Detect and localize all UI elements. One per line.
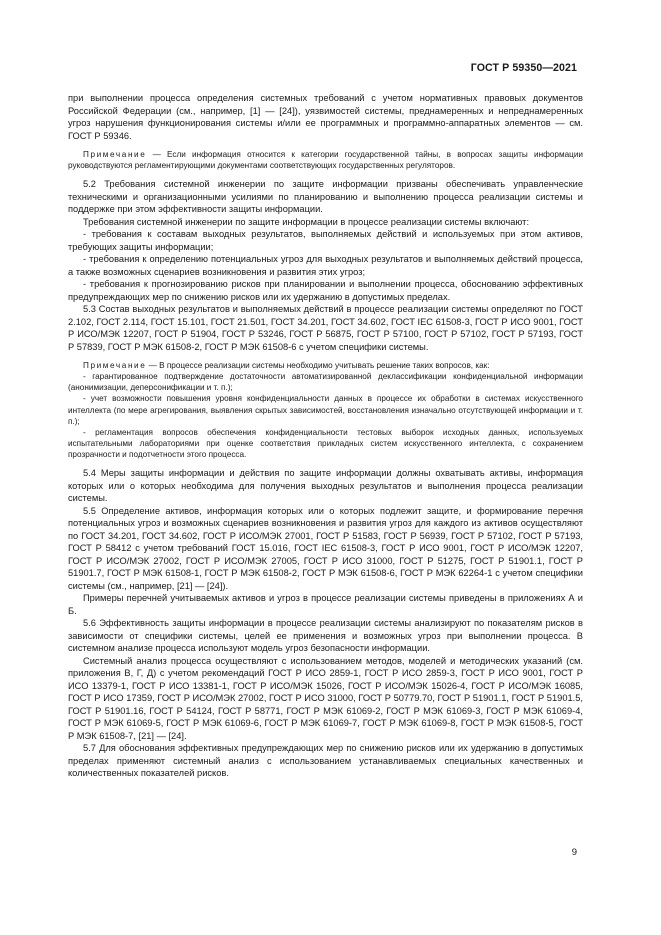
note-2-text: — В процессе реализации системы необходимо учитывать решение таких вопросов, как: [146,361,490,371]
paragraph-5-2-intro: Требования системной инженерии по защите информации в процессе реализации системы включают: [83,216,530,227]
paragraph-5-2-item-3: - требования к прогнозированию рисков при планировании и выполнении процесса, обоснованию эффективных предупреждающих мер по снижению рисков или их удержанию в допустимых пределах. [68,279,583,302]
note-1 [68,149,583,171]
note-2-label: Примечание [83,361,147,371]
paragraph-5-2-item-2: - требования к определению потенциальных угроз для выходных результатов и выполняемых действий процесса, а также возможных сценариев возникновения и развития этих угроз; [68,254,583,277]
paragraph-5-5-examples: Примеры перечней учитываемых активов и угроз в процессе реализации системы приведены в приложениях А и Б. [68,593,583,616]
paragraph-5-5: 5.5 Определение активов, информация которых или о которых подлежит защите, и формирование перечня потенциальных угроз и возможных сценариев возникновения и развития угроз для каждого из активов осуществляют по ГОСТ 34.201, ГОСТ 34.602, ГОСТ Р ИСО/МЭК 27001, ГОСТ Р 51583, ГОСТ Р 56939, ГОСТ Р 57102, ГОСТ Р 57193, ГОСТ Р 58412 с учетом требований ГОСТ 15.016, ГОСТ IEC 61508-3, ГОСТ Р ИСО 9001, ГОСТ Р ИСО/МЭК 12207, ГОСТ Р ИСО/МЭК 27002, ГОСТ Р ИСО/МЭК 27005, ГОСТ Р ИСО 31000, ГОСТ Р 51275, ГОСТ Р 51901.1, ГОСТ Р 51901.7, ГОСТ Р МЭК 61508-1, ГОСТ Р МЭК 61508-2, ГОСТ Р МЭК 61508-6, ГОСТ Р МЭК 62264-1 с учетом специфики системы (см., например, [21] — [24]). [68,505,583,591]
document-body [68,92,583,780]
paragraph-5-6: 5.6 Эффективность защиты информации в процессе реализации системы анализируют по показателям рисков в зависимости от специфики системы, целей ее применения и возможных угроз при выполнении процесса. В системном анализе процесса используют модель угроз безопасности информации. [68,618,583,654]
note-2-item-1: - гарантированное подтверждение достаточности автоматизированной деклассификации конфиденциальной информации (анонимизации, деперсонификации и т. п.); [68,372,583,393]
paragraph-5-6-analysis: Системный анализ процесса осуществляют с использованием методов, моделей и методических указаний (см. приложения В, Г, Д) с учетом рекомендаций ГОСТ Р ИСО 2859-1, ГОСТ Р ИСО 2859-3, ГОСТ Р ИСО 9001, ГОСТ Р ИСО 13379-1, ГОСТ Р ИСО 13381-1, ГОСТ Р ИСО/МЭК 15026, ГОСТ Р ИСО/МЭК 15026-4, ГОСТ Р ИСО/МЭК 16085, ГОСТ Р ИСО 17359, ГОСТ Р ИСО/МЭК 27002, ГОСТ Р ИСО 31000, ГОСТ Р 50779.70, ГОСТ Р 51901.1, ГОСТ Р 51901.5, ГОСТ Р 51901.16, ГОСТ Р 54124, ГОСТ Р 58771, ГОСТ Р МЭК 61069-2, ГОСТ Р МЭК 61069-3, ГОСТ Р МЭК 61069-4, ГОСТ Р МЭК 61069-5, ГОСТ Р МЭК 61069-6, ГОСТ Р МЭК 61069-7, ГОСТ Р МЭК 61069-8, ГОСТ Р МЭК 61508-5, ГОСТ Р МЭК 61508-7, [21] — [24]. [68,655,583,741]
page-number: 9 [571,847,577,858]
paragraph-5-2: 5.2 Требования системной инженерии по защите информации призваны обеспечивать управленческие техническими и организационными усилиями по планированию и выполнению процесса реализации системы и поддержке при этом эффективности защиты информации. [68,179,583,215]
paragraph-5-7: 5.7 Для обоснования эффективных предупреждающих мер по снижению рисков или их удержанию в допустимых пределах применяют системный анализ с использованием устанавливаемых специальных качественных и количественных показателей рисков. [68,743,583,779]
note-2-item-3: - регламентация вопросов обеспечения конфиденциальности тестовых выборок исходных данных, используемых испытательными лабораториями при оценке соответствия прикладных систем искусственного интеллекта, с сохранением прозрачности и подотчетности этого процесса. [68,427,583,459]
paragraph-5-4: 5.4 Меры защиты информации и действия по защите информации должны охватывать активы, информация которых или о которых необходима для получения выходных результатов и выполнения процесса реализации системы. [68,468,583,504]
document-header: ГОСТ Р 59350—2021 [470,62,577,74]
note-2-item-2: - учет возможности повышения уровня конфиденциальности данных в процессе их обработки в системах искусственного интеллекта (по мере агрегирования, выявления скрытых зависимостей, восстановления изначально отсутствующей информации и т. п.); [68,394,583,426]
note-1-label: Примечание [83,150,147,159]
paragraph-continuation: при выполнении процесса определения системных требований с учетом нормативных правовых документов Российской Федерации (см., например, [1] — [24]), уязвимостей системы, преднамеренных и непреднамеренных угроз нарушения функционирования системы и/или ее программных и программно-аппаратных элементов — см. ГОСТ Р 59346. [68,93,583,141]
note-2 [68,360,583,371]
note-1-text: — Если информация относится к категории государственной тайны, в вопросах защиты информации руководствуются регламентирующими документами соответствующих государственных регуляторов. [68,150,583,171]
paragraph-5-3: 5.3 Состав выходных результатов и выполняемых действий в процессе реализации системы определяют по ГОСТ 2.102, ГОСТ 2.114, ГОСТ 15.101, ГОСТ 21.501, ГОСТ 34.201, ГОСТ 34.602, ГОСТ IEC 61508-3, ГОСТ Р ИСО 9001, ГОСТ Р ИСО/МЭК 12207, ГОСТ Р 51904, ГОСТ Р 53246, ГОСТ Р 56875, ГОСТ Р 57100, ГОСТ Р 57102, ГОСТ Р 57193, ГОСТ Р 57839, ГОСТ Р МЭК 61508-2, ГОСТ Р МЭК 61508-6 с учетом специфики системы. [68,304,583,352]
paragraph-5-2-item-1: - требования к составам выходных результатов, выполняемых действий и используемых при этом активов, требующих защиты информации; [68,229,583,252]
